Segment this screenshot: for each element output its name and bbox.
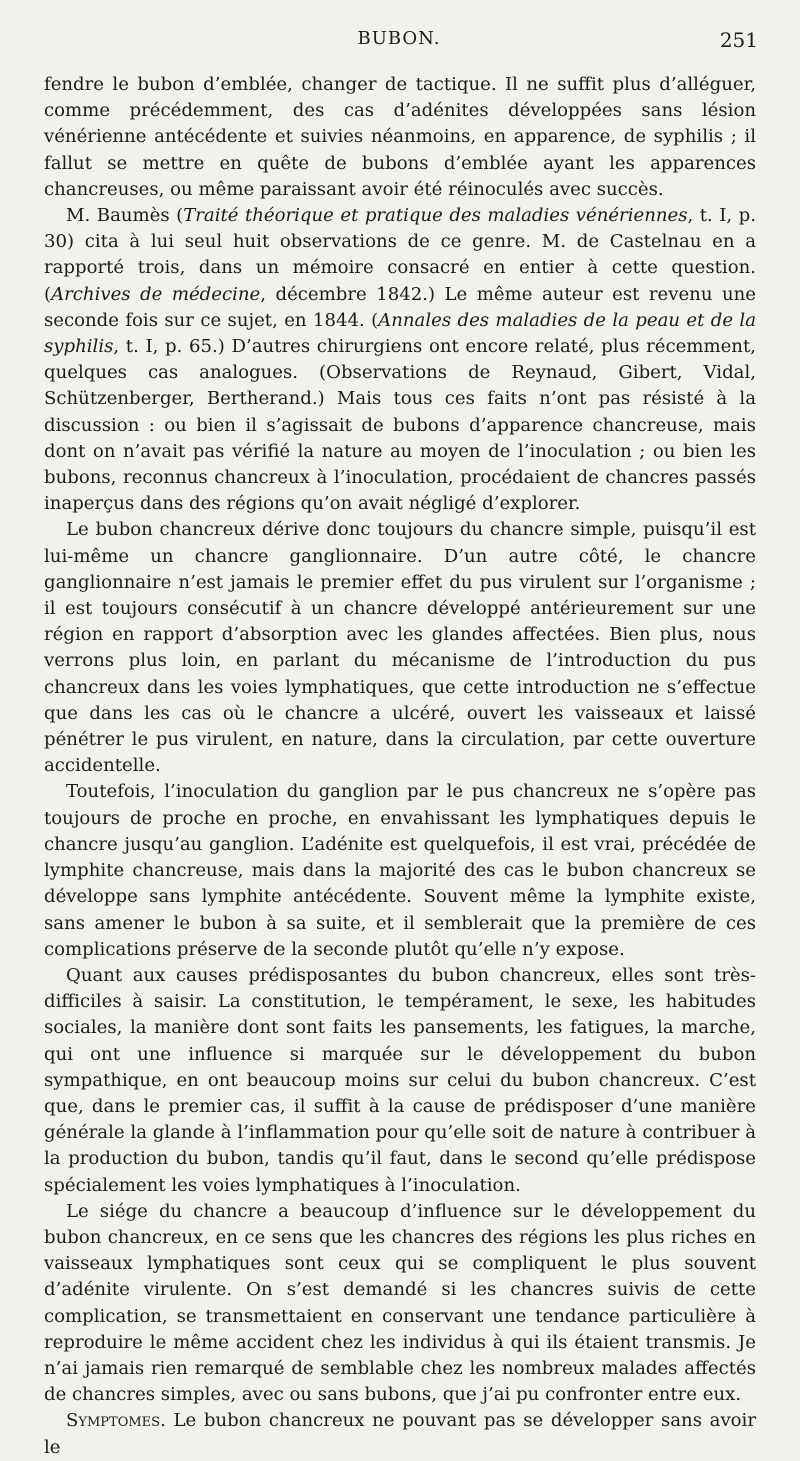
citation-archives: Archives de médecine xyxy=(51,283,261,305)
paragraph-2-text-b: , t. I, p. 30) cita à lui seul huit observations de ce genre. M. de Castelnau en a rapporté trois, dans un mémoire consacré en entier à cette question. ( xyxy=(44,205,756,305)
paragraph-7 xyxy=(44,1408,756,1460)
paragraph-5: Quant aux causes prédisposantes du bubon chancreux, elles sont très-difficiles à saisir. La constitution, le tempérament, le sexe, les habitudes sociales, la manière dont sont faits les pansements, les fatigues, la marche, qui ont une influence si marquée sur le développement du bubon sympathique, en ont beaucoup moins sur celui du bubon chancreux. C’est que, dans le premier cas, il suffit à la cause de prédisposer d’une manière générale la glande à l’inflammation pour qu’elle soit de nature à contribuer à la production du bubon, tandis qu’il faut, dans le second qu’elle prédispose spécialement les voies lymphatiques à l’inoculation. xyxy=(44,964,756,1196)
paragraph-4: Toutefois, l’inoculation du ganglion par le pus chancreux ne s’opère pas toujours de proche en proche, en envahissant les lymphatiques depuis le chancre jusqu’au ganglion. L’adénite est quelquefois, il est vrai, précédée de lymphite chancreuse, mais dans la majorité des cas le bubon chancreux se développe sans lymphite antécédente. Souvent même la lymphite existe, sans amener le bubon à sa suite, et il semblerait que la première de ces complications préserve de la seconde plutôt qu’elle n’y expose. xyxy=(44,781,756,960)
citation-traite: Traité théorique et pratique des maladies vénériennes xyxy=(183,205,688,227)
page-number: 251 xyxy=(719,28,758,52)
section-heading-symptomes: Symptomes. xyxy=(66,1410,166,1432)
paragraph-2-text-d: , t. I, p. 65.) D’autres chirurgiens ont encore relaté, plus récemment, quelques cas analogues. (Observations de Reynaud, Gibert, Vidal, Schützenberger, Bertherand.) Mais tous ces faits n’ont pas résisté à la discussion : ou bien il s’agissait de bubons d’apparence chancreuse, mais dont on n’avait pas vérifié la nature au moyen de l’inoculation ; ou bien les bubons, reconnus chancreux à l’inoculation, procédaient de chancres passés inaperçus dans des régions qu’on avait négligé d’explorer. xyxy=(44,336,756,515)
citation-annales: Annales des maladies de la peau et de la syphilis xyxy=(44,309,756,358)
paragraph-7-text: Le bubon chancreux ne pouvant pas se développer sans avoir le xyxy=(44,1410,756,1458)
body-text xyxy=(44,72,756,1461)
paragraph-1: fendre le bubon d’emblée, changer de tactique. Il ne suffit plus d’alléguer, comme précédemment, des cas d’adénites développées sans lésion vénérienne antécédente et suivies néanmoins, en apparence, de syphilis ; il fallut se mettre en quête de bubons d’emblée ayant les apparences chancreuses, ou même paraissant avoir été réinoculés avec succès. xyxy=(44,74,756,200)
page-header xyxy=(40,28,758,58)
paragraph-2 xyxy=(44,203,756,517)
paragraph-2-text-a: M. Baumès ( xyxy=(66,205,184,227)
paragraph-3: Le bubon chancreux dérive donc toujours du chancre simple, puisqu’il est lui-même un chancre ganglionnaire. D’un autre côté, le chancre ganglionnaire n’est jamais le premier effet du pus virulent sur l’organisme ; il est toujours consécutif à un chancre développé antérieurement sur une région en rapport d’absorption avec les glandes affectées. Bien plus, nous verrons plus loin, en parlant du mécanisme de l’introduction du pus chancreux dans les voies lymphatiques, que cette introduction ne s’effectue que dans les cas où le chancre a ulcéré, ouvert les vaisseaux et laissé pénétrer le pus virulent, en nature, dans la circulation, par cette ouverture accidentelle. xyxy=(44,519,756,777)
running-head: BUBON. xyxy=(357,28,441,49)
paragraph-6: Le siége du chancre a beaucoup d’influence sur le développement du bubon chancreux, en ce sens que les chancres des régions les plus riches en vaisseaux lymphatiques sont ceux qui se compliquent le plus souvent d’adénite virulente. On s’est demandé si les chancres suivis de cette complication, se transmettaient en conservant une tendance particulière à reproduire le même accident chez les individus à qui ils étaient transmis. Je n’ai jamais rien remarqué de semblable chez les nombreux malades affectés de chancres simples, avec ou sans bubons, que j’ai pu confronter entre eux. xyxy=(44,1200,756,1406)
paragraph-2-text-c: , décembre 1842.) Le même auteur est revenu une seconde fois sur ce sujet, en 1844. ( xyxy=(44,283,756,331)
